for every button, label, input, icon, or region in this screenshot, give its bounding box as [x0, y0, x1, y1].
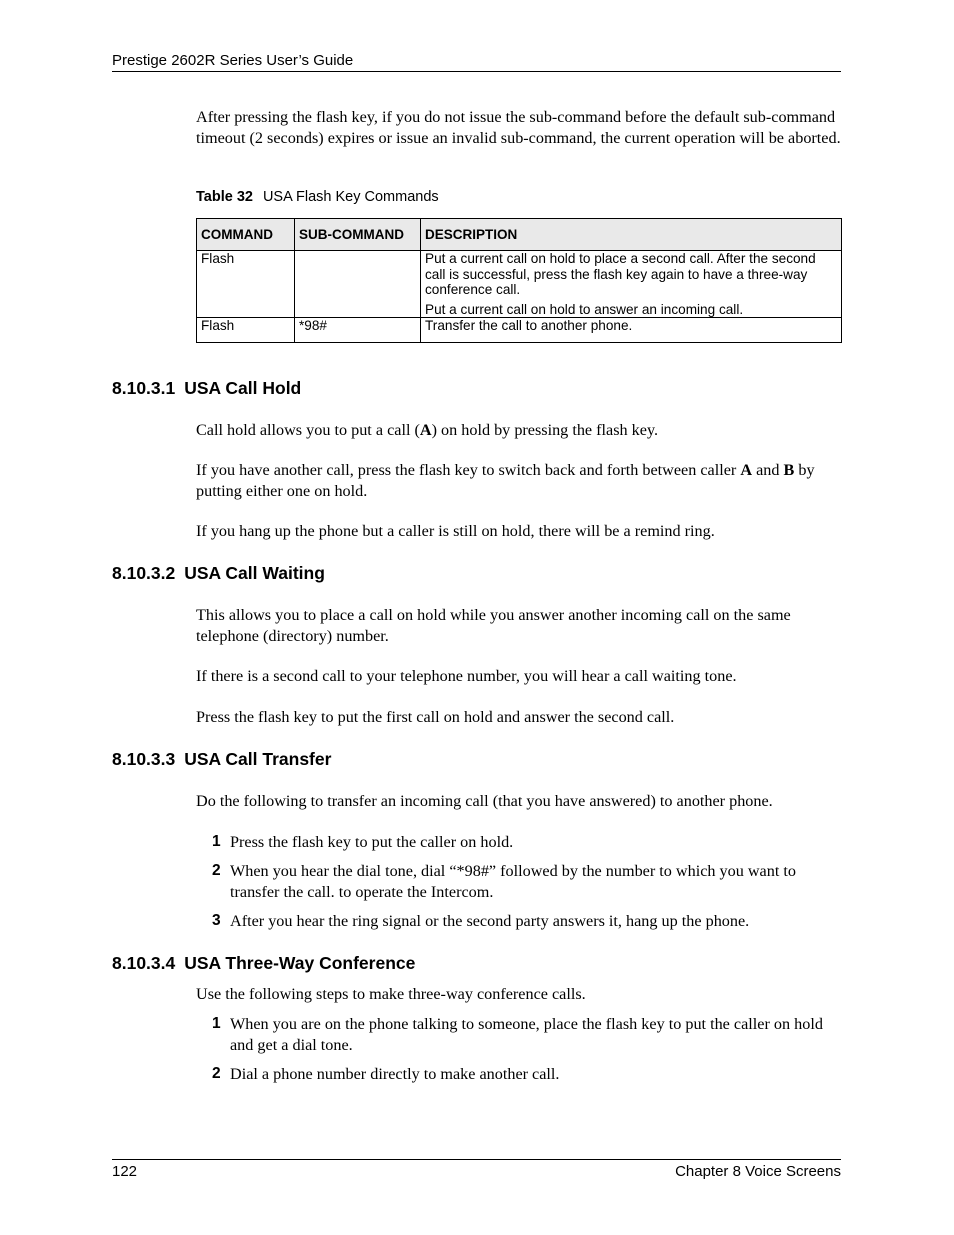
step-number: 2: [212, 862, 221, 879]
description-line: Put a current call on hold to answer an incoming call.: [425, 301, 744, 317]
call-hold-paragraph-3: If you hang up the phone but a caller is still on hold, there will be a remind ring.: [196, 522, 715, 540]
table-row: [197, 251, 842, 318]
call-transfer-paragraph: Do the following to transfer an incoming call (that you have answered) to another phone.: [196, 792, 773, 810]
step-number: 3: [212, 912, 221, 929]
step-text: Press the flash key to put the caller on hold.: [230, 833, 514, 851]
section-heading-call-hold: [112, 377, 301, 399]
table-caption: [196, 188, 439, 206]
cell-command: Flash: [197, 318, 295, 343]
call-waiting-paragraph-3: Press the flash key to put the first call on hold and answer the second call.: [196, 708, 675, 726]
guide-title: Prestige 2602R Series User’s Guide: [112, 52, 354, 69]
cell-sub-command: *98#: [295, 318, 421, 343]
section-number: 8.10.3.3: [112, 749, 176, 769]
step-number: 1: [212, 833, 221, 850]
step-text: When you hear the dial tone, dial “*98#” followed by the number to which you want to transfer the call. to operate the Intercom.: [230, 862, 796, 901]
section-title: USA Call Transfer: [184, 749, 332, 769]
page-footer: [112, 1159, 841, 1182]
call-waiting-paragraph-1: This allows you to place a call on hold while you answer another incoming call on the same telephone (directory) number.: [196, 606, 791, 645]
list-item: [212, 911, 844, 932]
chapter-title: Chapter 8 Voice Screens: [675, 1163, 841, 1180]
column-header-description: DESCRIPTION: [421, 219, 842, 251]
table-caption-label: Table 32: [196, 189, 253, 205]
cell-description: Transfer the call to another phone.: [421, 318, 842, 343]
list-item: [212, 832, 844, 853]
cell-description: [421, 251, 842, 318]
table-header-row: [197, 219, 842, 251]
table-row: [197, 318, 842, 343]
section-number: 8.10.3.4: [112, 953, 176, 973]
list-item: [212, 1064, 844, 1085]
step-text: When you are on the phone talking to someone, place the flash key to put the caller on hold and get a dial tone.: [230, 1015, 823, 1054]
cell-sub-command: [295, 251, 421, 318]
section-number: 8.10.3.2: [112, 563, 176, 583]
flash-key-commands-table: [196, 218, 842, 343]
three-way-paragraph: Use the following steps to make three-way conference calls.: [196, 985, 586, 1003]
column-header-command: COMMAND: [197, 219, 295, 251]
section-title: USA Call Hold: [184, 378, 302, 398]
column-header-sub-command: SUB-COMMAND: [295, 219, 421, 251]
step-text: Dial a phone number directly to make another call.: [230, 1065, 560, 1083]
intro-paragraph: After pressing the flash key, if you do not issue the sub-command before the default sub-command timeout (2 seconds) expires or issue an invalid sub-command, the current operation will be aborted.: [196, 108, 841, 147]
section-heading-call-waiting: [112, 562, 325, 584]
call-hold-paragraph-1: Call hold allows you to put a call (A) on hold by pressing the flash key.: [196, 421, 659, 439]
cell-command: Flash: [197, 251, 295, 318]
step-number: 1: [212, 1015, 221, 1032]
section-title: USA Call Waiting: [184, 563, 325, 583]
table-caption-title: USA Flash Key Commands: [262, 189, 439, 205]
list-item: [212, 1014, 844, 1055]
step-number: 2: [212, 1065, 221, 1082]
section-heading-three-way-conference: [112, 952, 415, 974]
description-line: Put a current call on hold to place a second call. After the second call is successful, press the flash key again to have a three-way conference call.: [425, 251, 816, 297]
call-hold-paragraph-2: If you have another call, press the flash key to switch back and forth between caller A and B by putting either one on hold.: [196, 461, 815, 500]
running-header: [112, 51, 841, 72]
list-item: [212, 861, 844, 902]
step-text: After you hear the ring signal or the second party answers it, hang up the phone.: [230, 912, 750, 930]
section-heading-call-transfer: [112, 748, 331, 770]
section-title: USA Three-Way Conference: [184, 953, 416, 973]
page-number: 122: [112, 1163, 138, 1180]
call-waiting-paragraph-2: If there is a second call to your telephone number, you will hear a call waiting tone.: [196, 667, 737, 685]
section-number: 8.10.3.1: [112, 378, 176, 398]
